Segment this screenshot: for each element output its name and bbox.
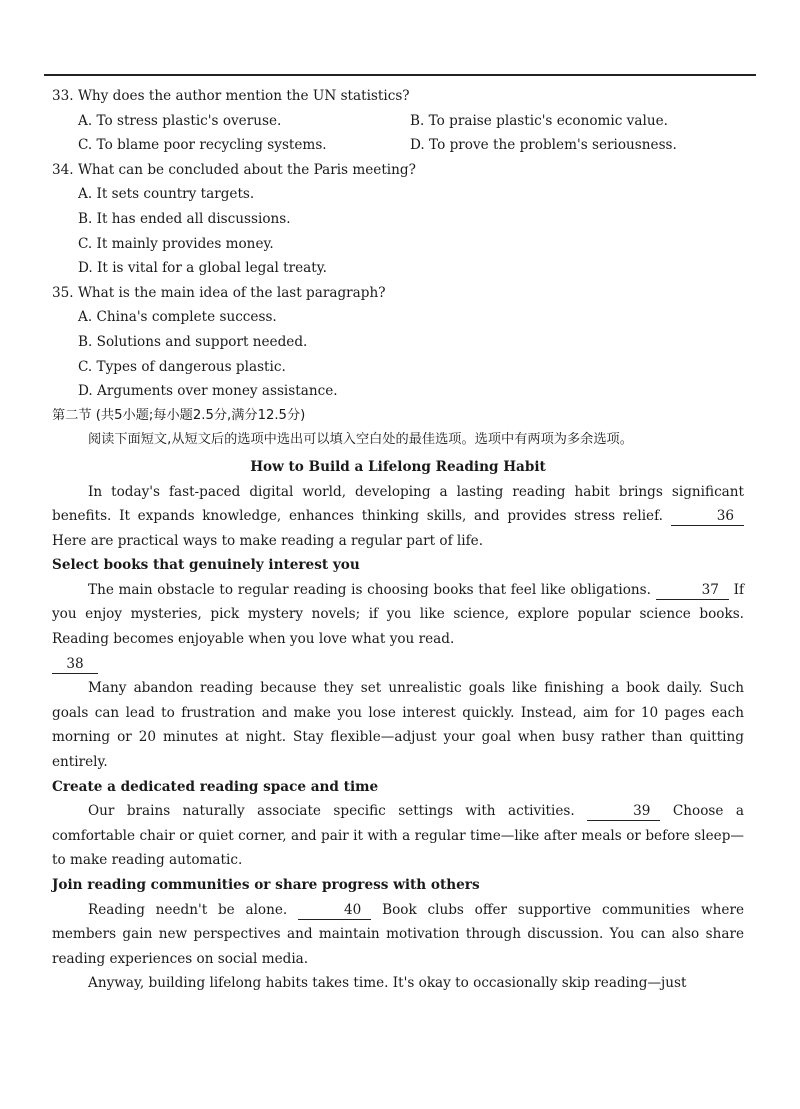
blank-38[interactable]: 38 bbox=[52, 655, 98, 674]
para3-end: Choose a comfortable chair or quiet corner, and pair it with a regular time—like after meals or before sleep—to make reading automatic. bbox=[52, 803, 744, 869]
passage-title: How to Build a Lifelong Reading Habit bbox=[250, 458, 546, 475]
option-33-a[interactable]: A. To stress plastic's overuse. bbox=[78, 112, 282, 129]
heading-reading-communities: Join reading communities or share progress with others bbox=[52, 877, 480, 893]
option-35-a[interactable]: A. China's complete success. bbox=[78, 309, 277, 326]
passage-para-4 bbox=[52, 898, 744, 972]
para3-start: Our brains naturally associate specific settings with activities. bbox=[88, 803, 575, 820]
blank-37[interactable]: 37 bbox=[656, 581, 729, 600]
para1-end: If you enjoy mysteries, pick mystery novels; if you like science, explore popular science books. Reading becomes enjoyable when you love what you read. bbox=[52, 581, 744, 648]
top-rule bbox=[44, 74, 756, 76]
option-35-b[interactable]: B. Solutions and support needed. bbox=[78, 333, 308, 350]
para1-start: The main obstacle to regular reading is choosing books that feel like obligations. bbox=[88, 581, 651, 598]
question-34-stem: 34. What can be concluded about the Paris meeting? bbox=[52, 161, 416, 178]
section-instruction: 阅读下面短文,从短文后的选项中选出可以填入空白处的最佳选项。选项中有两项为多余选项。 bbox=[88, 432, 633, 448]
passage-para-5: Anyway, building lifelong habits takes time. It's okay to occasionally skip reading—just bbox=[88, 975, 687, 992]
blank-36[interactable]: 36 bbox=[671, 507, 744, 526]
option-34-c[interactable]: C. It mainly provides money. bbox=[78, 235, 274, 252]
passage-intro bbox=[52, 480, 744, 554]
question-33-options-row2 bbox=[52, 133, 744, 158]
blank-39[interactable]: 39 bbox=[587, 802, 660, 821]
heading-select-books: Select books that genuinely interest you bbox=[52, 557, 360, 574]
question-33-options-row1 bbox=[52, 109, 744, 134]
option-35-d[interactable]: D. Arguments over money assistance. bbox=[78, 383, 338, 400]
para4-start: Reading needn't be alone. bbox=[88, 901, 288, 918]
exam-page bbox=[52, 84, 744, 996]
question-33-stem: 33. Why does the author mention the UN statistics? bbox=[52, 88, 410, 104]
intro-end-text: Here are practical ways to make reading a regular part of life. bbox=[52, 532, 484, 549]
intro-text: In today's fast-paced digital world, developing a lasting reading habit brings significant benefits. It expands knowledge, enhances thinking skills, and provides stress relief. bbox=[52, 483, 744, 525]
question-35-stem: 35. What is the main idea of the last paragraph? bbox=[52, 284, 386, 301]
passage-para-1 bbox=[52, 578, 744, 652]
option-34-d[interactable]: D. It is vital for a global legal treaty. bbox=[78, 260, 327, 277]
option-33-c[interactable]: C. To blame poor recycling systems. bbox=[78, 137, 327, 154]
option-33-b[interactable]: B. To praise plastic's economic value. bbox=[410, 112, 668, 129]
option-33-d[interactable]: D. To prove the problem's seriousness. bbox=[410, 137, 677, 154]
option-34-b[interactable]: B. It has ended all discussions. bbox=[78, 210, 291, 227]
option-34-a[interactable]: A. It sets country targets. bbox=[78, 186, 255, 203]
heading-reading-space: Create a dedicated reading space and time bbox=[52, 778, 379, 795]
para4-end: Book clubs offer supportive communities where members gain new perspectives and maintain motivation through discussion. You can also share reading experiences on social media. bbox=[52, 901, 744, 967]
passage-para-3 bbox=[52, 799, 744, 873]
section-label: 第二节 (共5小题;每小题2.5分,满分12.5分) bbox=[52, 407, 306, 423]
option-35-c[interactable]: C. Types of dangerous plastic. bbox=[78, 358, 286, 375]
blank-38-line bbox=[52, 652, 744, 677]
passage-para-2: Many abandon reading because they set unrealistic goals like finishing a book daily. Such goals can lead to frustration and make you lose interest quickly. Instead, aim for 10 pages each morning or 20 minutes at night. Stay flexible—adjust your goal when busy rather than quitting entirely. bbox=[52, 680, 744, 771]
blank-40[interactable]: 40 bbox=[298, 901, 371, 920]
